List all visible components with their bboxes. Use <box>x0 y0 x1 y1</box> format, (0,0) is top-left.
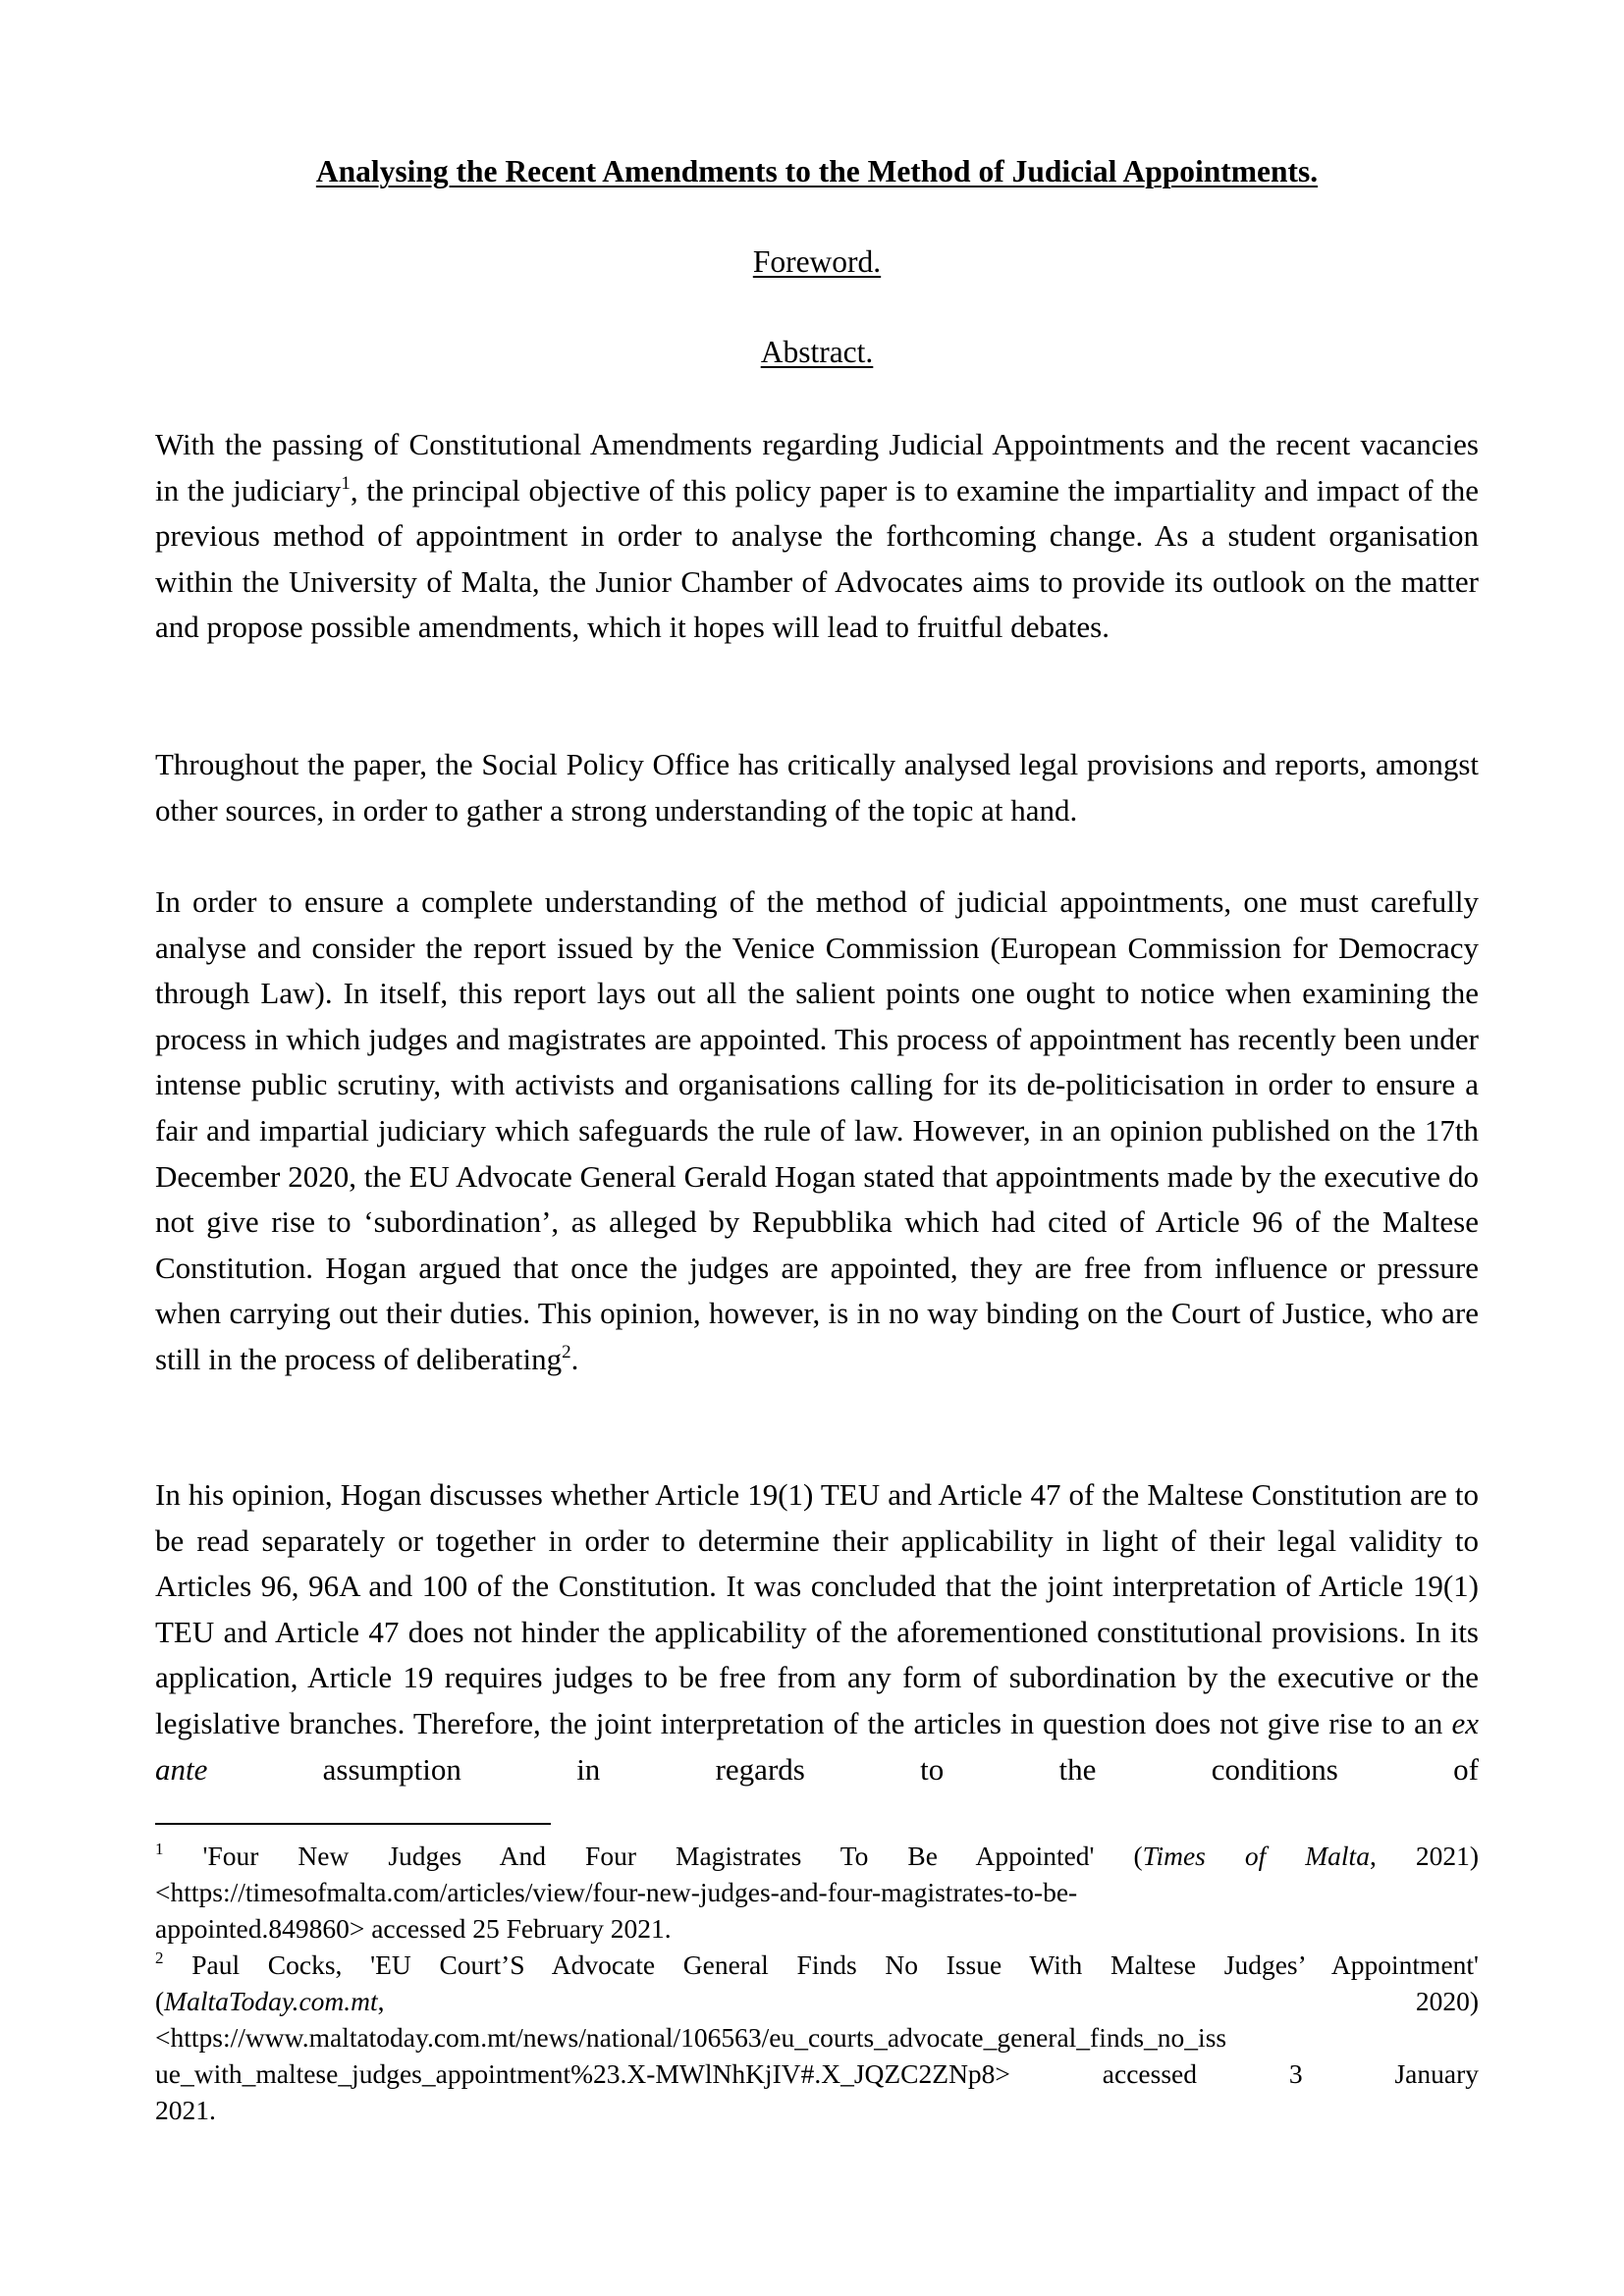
heading-abstract: Abstract. <box>760 335 874 369</box>
footnote-1-url[interactable]: <https://timesofmalta.com/articles/view/four-new-judges-and-four-magistrates-to-be- <box>155 1877 1078 1907</box>
latin-term: ex ante <box>155 1705 1479 1787</box>
footnote-separator <box>155 1823 551 1825</box>
footnote-2-url-end: 2021. <box>155 2095 216 2125</box>
footnote-2-line-2: (MaltaToday.com.mt, 2020) <box>155 1986 1479 2016</box>
footnote-ref-1[interactable]: 1 <box>341 472 351 494</box>
footnote-2-url-cont: ue_with_maltese_judges_appointment%23.X-MWlNhKjIV#.X_JQZC2ZNp8> accessed 3 January <box>155 2058 1479 2089</box>
footnote-2-line-1: $^2$ Paul Cocks, 'EU Court’S Advocate General Finds No Issue With Maltese Judges’ Appointment' <box>155 1949 1479 1980</box>
document-title: Analysing the Recent Amendments to the Method of Judicial Appointments. <box>315 154 1319 188</box>
paragraph-2: Throughout the paper, the Social Policy Office has critically analysed legal provisions and reports, amongst other sources, in order to gather a strong understanding of the topic at hand. <box>155 747 1479 828</box>
footnote-2 <box>155 1947 1479 2128</box>
heading-foreword: Foreword. <box>752 244 882 279</box>
footnote-ref-2[interactable]: 2 <box>562 1341 571 1362</box>
footnote-1 <box>155 1838 1479 1947</box>
footnote-1-url-cont: appointed.849860> accessed 25 February 2021. <box>155 1913 672 1944</box>
paragraph-4: In his opinion, Hogan discusses whether Article 19(1) TEU and Article 47 of the Maltese Constitution are to be read separately or together in order to determine their applicability in light of their legal validity to Articles 96, 96A and 100 of the Constitution. It was concluded that the joint interpretation of Article 19(1) TEU and Article 47 does not hinder the applicability of the aforementioned constitutional provisions. In its application, Article 19 requires judges to be free from any form of subordination by the executive or the legislative branches. Therefore, the joint interpretation of the articles in question does not give rise to an ex ante assumption in regards to the conditions of <box>155 1477 1479 1787</box>
paragraph-3: In order to ensure a complete understanding of the method of judicial appointments, one must carefully analyse and consider the report issued by the Venice Commission (European Commission for Democracy through Law). In itself, this report lays out all the salient points one ought to notice when examining the process in which judges and magistrates are appointed. This process of appointment has recently been under intense public scrutiny, with activists and organisations calling for its de-politicisation in order to ensure a fair and impartial judiciary which safeguards the rule of law. However, in an opinion published on the 17th December 2020, the EU Advocate General Gerald Hogan stated that appointments made by the executive do not give rise to ‘subordination’, as alleged by Repubblika which had cited of Article 96 of the Maltese Constitution. Hogan argued that once the judges are appointed, they are free from influence or pressure when carrying out their duties. This opinion, however, is in no way binding on the Court of Justice, who are still in the process of deliberating$^2$. <box>155 884 1479 1376</box>
paragraph-1: With the passing of Constitutional Amendments regarding Judicial Appointments and the recent vacancies in the judiciary$^1$, the principal objective of this policy paper is to examine the impartiality and impact of the previous method of appointment in order to analyse the forthcoming change. As a student organisation within the University of Malta, the Junior Chamber of Advocates aims to provide its outlook on the matter and propose possible amendments, which it hopes will lead to fruitful debates. <box>155 427 1479 645</box>
footnote-1-line-1: $^1$ 'Four New Judges And Four Magistrates To Be Appointed' (Times of Malta, 2021) <box>155 1840 1479 1871</box>
footnote-2-url[interactable]: <https://www.maltatoday.com.mt/news/national/106563/eu_courts_advocate_general_finds_no_iss <box>155 2022 1227 2053</box>
